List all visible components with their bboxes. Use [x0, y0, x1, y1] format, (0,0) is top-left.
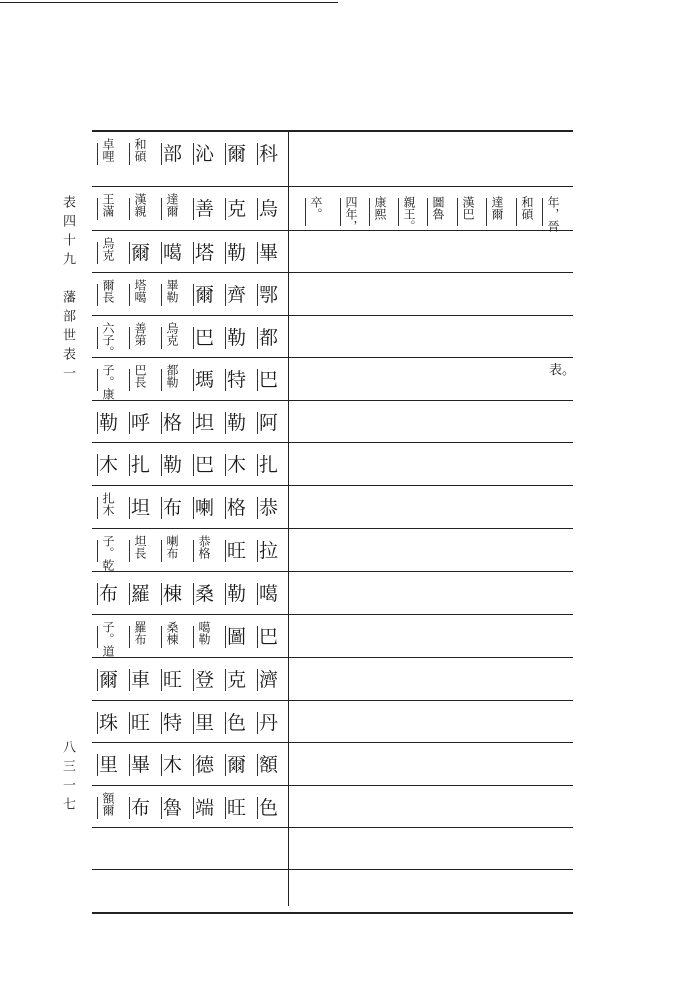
grid-cell — [252, 189, 284, 229]
grid-cell — [188, 360, 220, 400]
cell-text: 色 — [259, 797, 279, 819]
right-note-column: 卒。 — [309, 196, 323, 220]
cell-text: 桑 — [195, 583, 215, 605]
cell-text: 旺 — [227, 540, 247, 562]
grid-cell — [188, 233, 220, 273]
grid-cell — [220, 360, 252, 400]
grid-cell — [156, 531, 188, 571]
cell-text: 布 — [163, 497, 183, 519]
cell-small-text: 坦長 — [133, 535, 147, 559]
cell-small-text: 羅布 — [133, 621, 147, 645]
cell-text: 噶 — [163, 242, 183, 264]
cell-text: 木 — [99, 454, 119, 476]
cell-text: 爾 — [227, 754, 247, 776]
grid-cell — [188, 275, 220, 315]
grid-cell — [92, 134, 124, 174]
cell-text: 扎 — [259, 454, 279, 476]
grid-cell — [188, 703, 220, 743]
table-row — [92, 275, 285, 315]
grid-cell — [220, 134, 252, 174]
cell-text: 特 — [163, 712, 183, 734]
cell-small-text: 和碩 — [133, 138, 147, 162]
table-rule — [92, 869, 573, 870]
cell-text: 羅 — [131, 583, 151, 605]
cell-text: 魯 — [163, 797, 183, 819]
table-row — [92, 189, 285, 229]
cell-text: 格 — [227, 497, 247, 519]
cell-small-text: 桑棟 — [165, 621, 179, 645]
cell-text: 圖 — [227, 626, 247, 648]
cell-text: 旺 — [131, 712, 151, 734]
grid-cell — [92, 189, 124, 229]
grid-cell — [156, 445, 188, 485]
table-row — [92, 788, 285, 828]
grid-cell — [220, 488, 252, 528]
cell-text: 沁 — [195, 143, 215, 165]
cell-text: 勒 — [227, 583, 247, 605]
cell-small-text: 喇布 — [165, 535, 179, 559]
grid-cell — [188, 134, 220, 174]
grid-cell — [92, 660, 124, 700]
cell-text: 車 — [131, 669, 151, 691]
table-row — [92, 360, 285, 400]
cell-small-text: 烏克 — [101, 237, 115, 261]
cell-small-text: 額爾 — [101, 792, 115, 816]
cell-text: 畢 — [131, 754, 151, 776]
grid-cell — [220, 445, 252, 485]
cell-small-text: 都勒 — [165, 364, 179, 388]
grid-cell — [92, 445, 124, 485]
cell-text: 巴 — [259, 626, 279, 648]
cell-small-text: 塔噶 — [133, 279, 147, 303]
cell-text: 瑪 — [195, 369, 215, 391]
cell-text: 布 — [99, 583, 119, 605]
grid-cell — [124, 660, 156, 700]
grid-cell — [252, 574, 284, 614]
cell-text: 額 — [259, 754, 279, 776]
table-rule — [92, 785, 573, 786]
table-row — [92, 703, 285, 743]
cell-text: 烏 — [259, 198, 279, 220]
grid-cell — [220, 617, 252, 657]
grid-cell — [252, 488, 284, 528]
column-divider — [288, 130, 289, 906]
grid-cell — [220, 574, 252, 614]
grid-cell — [124, 360, 156, 400]
table-row — [92, 318, 285, 358]
grid-cell — [156, 488, 188, 528]
grid-cell — [92, 788, 124, 828]
cell-text: 噶 — [259, 583, 279, 605]
cell-small-text: 噶勒 — [197, 621, 211, 645]
table-rule — [92, 700, 573, 701]
grid-cell — [188, 660, 220, 700]
table-rule — [92, 614, 573, 615]
right-note-column: 圖魯 — [431, 196, 445, 220]
cell-text: 恭 — [259, 497, 279, 519]
grid-cell — [92, 574, 124, 614]
grid-cell — [92, 617, 124, 657]
grid-cell — [124, 745, 156, 785]
grid-cell — [220, 189, 252, 229]
grid-cell — [220, 233, 252, 273]
grid-cell — [220, 531, 252, 571]
grid-cell — [220, 318, 252, 358]
grid-cell — [188, 403, 220, 443]
grid-cell — [92, 531, 124, 571]
cell-text: 塔 — [195, 242, 215, 264]
cell-text: 巴 — [259, 369, 279, 391]
grid-cell — [252, 275, 284, 315]
table-rule — [92, 400, 573, 401]
page-number: 八三一七 — [60, 740, 75, 816]
grid-cell — [252, 531, 284, 571]
cell-small-text: 子。乾 — [101, 535, 115, 571]
cell-text: 齊 — [227, 284, 247, 306]
cell-text: 巴 — [195, 327, 215, 349]
grid-cell — [252, 445, 284, 485]
grid-cell — [188, 318, 220, 358]
grid-cell — [188, 745, 220, 785]
grid-cell — [92, 403, 124, 443]
cell-small-text: 王滿 — [101, 193, 115, 217]
cell-small-text: 扎木 — [101, 492, 115, 516]
cell-text: 丹 — [259, 712, 279, 734]
cell-text: 部 — [163, 143, 183, 165]
table-rule — [92, 485, 573, 486]
cell-text: 旺 — [227, 797, 247, 819]
cell-text: 喇 — [195, 497, 215, 519]
cell-text: 克 — [227, 669, 247, 691]
cell-text: 布 — [131, 797, 151, 819]
cell-text: 勒 — [99, 412, 119, 434]
grid-cell — [124, 445, 156, 485]
grid-cell — [220, 745, 252, 785]
grid-cell — [124, 488, 156, 528]
cell-text: 濟 — [259, 669, 279, 691]
cell-text: 木 — [163, 754, 183, 776]
cell-small-text: 恭格 — [197, 535, 211, 559]
right-note-column: 漢巴 — [461, 196, 475, 220]
grid-cell — [252, 617, 284, 657]
grid-cell — [220, 703, 252, 743]
table-row — [92, 445, 285, 485]
cell-text: 勒 — [163, 454, 183, 476]
cell-text: 畢 — [259, 242, 279, 264]
grid-cell — [220, 275, 252, 315]
right-note-column: 年，晉 — [546, 196, 560, 232]
cell-small-text: 畢勒 — [165, 279, 179, 303]
grid-cell — [124, 403, 156, 443]
cell-small-text: 烏克 — [165, 322, 179, 346]
cell-text: 善 — [195, 198, 215, 220]
cell-text: 色 — [227, 712, 247, 734]
cell-text: 登 — [195, 669, 215, 691]
grid-cell — [252, 703, 284, 743]
cell-text: 巴 — [195, 454, 215, 476]
cell-text: 爾 — [99, 669, 119, 691]
cell-text: 扎 — [131, 454, 151, 476]
cell-text: 呼 — [131, 412, 151, 434]
grid-cell — [156, 574, 188, 614]
grid-cell — [252, 788, 284, 828]
cell-text: 端 — [195, 797, 215, 819]
right-note-column: 達爾 — [490, 196, 504, 220]
grid-cell — [252, 403, 284, 443]
grid-cell — [156, 660, 188, 700]
table-rule — [92, 130, 573, 132]
grid-cell — [124, 134, 156, 174]
grid-cell — [252, 318, 284, 358]
side-title: 表四十九 藩部世表一 — [60, 195, 75, 385]
cell-text: 格 — [163, 412, 183, 434]
grid-cell — [188, 617, 220, 657]
cell-small-text: 六子。 — [101, 322, 115, 358]
grid-cell — [156, 703, 188, 743]
cell-text: 木 — [227, 454, 247, 476]
grid-cell — [124, 531, 156, 571]
grid-cell — [156, 318, 188, 358]
grid-cell — [92, 488, 124, 528]
grid-cell — [156, 360, 188, 400]
cell-small-text: 子。道 — [101, 621, 115, 657]
cell-text: 拉 — [259, 540, 279, 562]
cell-text: 勒 — [227, 242, 247, 264]
grid-cell — [156, 134, 188, 174]
cell-text: 都 — [259, 327, 279, 349]
cell-text: 德 — [195, 754, 215, 776]
grid-cell — [156, 745, 188, 785]
grid-cell — [188, 574, 220, 614]
grid-cell — [220, 660, 252, 700]
cell-small-text: 漢親 — [133, 193, 147, 217]
cell-small-text: 子。康 — [101, 364, 115, 400]
table-row — [92, 488, 285, 528]
table-rule — [92, 186, 573, 187]
grid-cell — [252, 360, 284, 400]
table-rule — [92, 528, 573, 529]
cell-text: 旺 — [163, 669, 183, 691]
grid-cell — [252, 134, 284, 174]
table-row — [92, 233, 285, 273]
cell-small-text: 達爾 — [165, 193, 179, 217]
grid-cell — [124, 788, 156, 828]
grid-cell — [156, 617, 188, 657]
grid-cell — [124, 574, 156, 614]
grid-cell — [220, 788, 252, 828]
table-row — [92, 745, 285, 785]
right-note-column: 康熙 — [373, 196, 387, 220]
table-row — [92, 617, 285, 657]
grid-cell — [188, 445, 220, 485]
cell-text: 阿 — [259, 412, 279, 434]
cell-text: 鄂 — [259, 284, 279, 306]
grid-cell — [252, 745, 284, 785]
cell-small-text: 卓哩 — [101, 138, 115, 162]
grid-cell — [92, 745, 124, 785]
grid-cell — [156, 788, 188, 828]
grid-cell — [156, 233, 188, 273]
grid-cell — [220, 403, 252, 443]
cell-text: 科 — [259, 143, 279, 165]
grid-cell — [156, 403, 188, 443]
grid-cell — [188, 488, 220, 528]
cell-text: 勒 — [227, 327, 247, 349]
table-rule — [92, 912, 573, 914]
table-rule — [92, 315, 573, 316]
grid-cell — [92, 275, 124, 315]
cell-text: 爾 — [195, 284, 215, 306]
grid-cell — [124, 318, 156, 358]
grid-cell — [252, 233, 284, 273]
cell-text: 爾 — [131, 242, 151, 264]
cell-text: 坦 — [131, 497, 151, 519]
grid-cell — [124, 233, 156, 273]
cell-small-text: 爾長 — [101, 279, 115, 303]
table-row — [92, 403, 285, 443]
table-row — [92, 574, 285, 614]
grid-cell — [188, 189, 220, 229]
top-rule — [0, 2, 338, 3]
right-note-column: 和碩 — [520, 196, 534, 220]
grid-cell — [124, 189, 156, 229]
cell-text: 坦 — [195, 412, 215, 434]
cell-text: 里 — [99, 754, 119, 776]
grid-cell — [124, 703, 156, 743]
right-note-row5: 表。 — [549, 363, 576, 378]
grid-cell — [92, 360, 124, 400]
cell-text: 爾 — [227, 143, 247, 165]
table-rule — [92, 230, 573, 231]
grid-cell — [156, 189, 188, 229]
grid-cell — [188, 788, 220, 828]
cell-text: 勒 — [227, 412, 247, 434]
table-rule — [92, 571, 573, 572]
grid-cell — [188, 531, 220, 571]
cell-text: 里 — [195, 712, 215, 734]
grid-cell — [92, 703, 124, 743]
cell-small-text: 巴長 — [133, 364, 147, 388]
cell-text: 克 — [227, 198, 247, 220]
cell-text: 珠 — [99, 712, 119, 734]
grid-cell — [252, 660, 284, 700]
table-row — [92, 660, 285, 700]
table-row — [92, 531, 285, 571]
right-note-column: 親王。 — [402, 196, 416, 232]
grid-cell — [156, 275, 188, 315]
grid-cell — [124, 275, 156, 315]
table-rule — [92, 657, 573, 658]
grid-cell — [92, 233, 124, 273]
cell-text: 特 — [227, 369, 247, 391]
table-row — [92, 134, 285, 174]
grid-cell — [124, 617, 156, 657]
cell-small-text: 善第 — [133, 322, 147, 346]
cell-text: 棟 — [163, 583, 183, 605]
grid-cell — [92, 318, 124, 358]
right-note-column: 四年， — [344, 196, 358, 232]
